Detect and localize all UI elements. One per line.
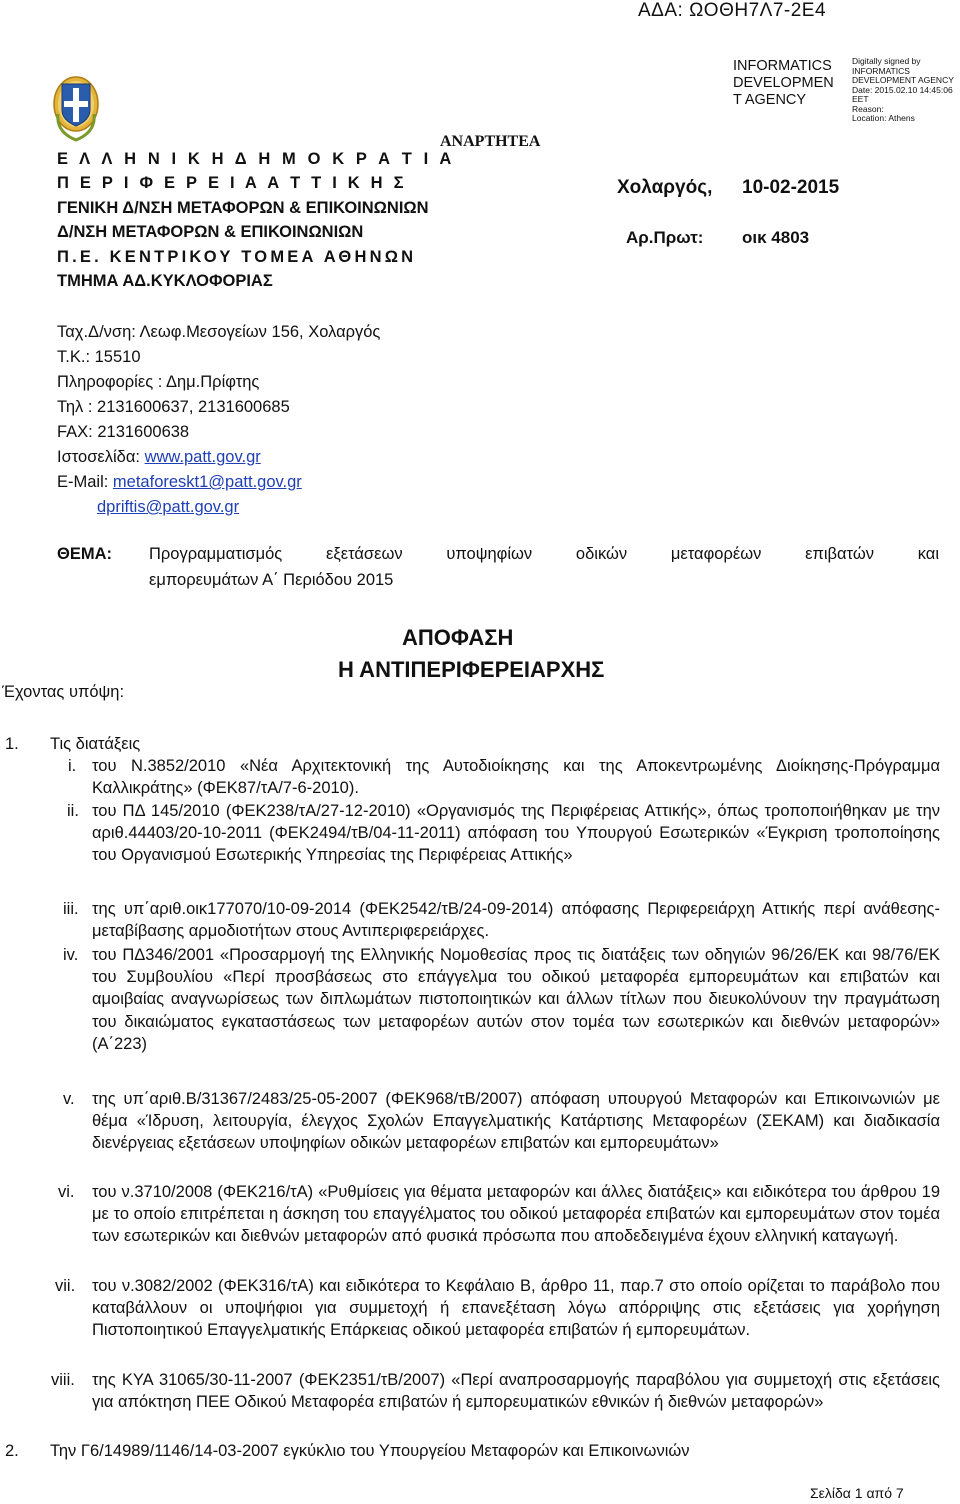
decision-subtitle: Η ΑΝΤΙΠΕΡΙΦΕΡΕΙΑΡΧΗΣ bbox=[338, 657, 605, 682]
signature-location: Location: Athens bbox=[852, 113, 915, 123]
subitem-text: της υπ΄αριθ.οικ177070/10-09-2014 (ΦΕΚ2542/τΒ/24-09-2014) απόφασης Περιφερειάρχη Αττικής περί ανάθεσης-μεταβίβασης αρμοδιοτήτων στους Αντιπεριφερειάρχες. bbox=[92, 900, 940, 941]
subject-label: ΘΕΜΑ: bbox=[57, 545, 112, 563]
subitem-number: vi. bbox=[58, 1183, 75, 1201]
signature-org: INFORMATICS DEVELOPMEN T AGENCY bbox=[733, 58, 834, 108]
contact-fax: FAX: 2131600638 bbox=[57, 423, 190, 441]
document-date: 10-02-2015 bbox=[742, 177, 840, 198]
subitem-text: του ΠΔ346/2001 «Προσαρμογή της Ελληνικής Νομοθεσίας προς τις διατάξεις των οδηγιών 96/26/ΕΚ και 98/76/ΕΚ του Συμβουλίου «Περί προσβάσεως στο επάγγελμα του οδικού μεταφορέα εμπορευμάτων και επιβατών και αμοιβαίας αναγνωρίσεως των διπλωμάτων πιστοποιητικών και άλλων τίτλων που διευκολύνουν την πραγμάτωση του δικαιώματος εγκαταστάσεως των μεταφορέων αυτών στον τομέα των εσωτερικών και διεθνών μεταφορών» (Α΄223) bbox=[92, 946, 940, 1053]
contact-web-row bbox=[57, 448, 261, 467]
contact-tk: Τ.Κ.: 15510 bbox=[57, 348, 141, 366]
website-link[interactable]: www.patt.gov.gr bbox=[144, 448, 261, 466]
ada-code: ΑΔΑ: ΩΟΘΗ7Λ7-2Ε4 bbox=[638, 0, 827, 21]
signature-details bbox=[852, 57, 960, 124]
page-number: Σελίδα 1 από 7 bbox=[810, 1485, 904, 1501]
protocol-label: Αρ.Πρωτ: bbox=[626, 228, 704, 247]
item-1-text: Τις διατάξεις bbox=[50, 735, 141, 753]
email-link-2[interactable]: dpriftis@patt.gov.gr bbox=[97, 498, 240, 516]
subitem-text: του ν.3082/2002 (ΦΕΚ316/τΑ) και ειδικότερα το Κεφάλαιο Β, άρθρο 11, παρ.7 στο οποίο ορίζεται το παράβολο που καταβάλλουν οι υποψήφιοι για συμμετοχή ή επανεξέταση λόγω απόρριψης στις εξετάσεις για χορήγηση Πιστοποιητικού Επαγγελματικής Επάρκειας οδικού μεταφορέα επιβατών ή εμπορευμάτων. bbox=[92, 1277, 940, 1340]
contact-email-row bbox=[57, 473, 302, 492]
subitem-text: της υπ΄αριθ.Β/31367/2483/25-05-2007 (ΦΕΚ968/τΒ/2007) απόφαση υπουργού Μεταφορών και Επικοινωνιών με θέμα «Ίδρυση, λειτουργία, έλεγχος Σχολών Επαγγελματικής Κατάρτισης Μεταφορέων (ΣΕΚΑΜ) και διαδικασία διενέργειας εξετάσεων υποψηφίων οδικών μεταφορέων επιβατών και εμπορευμάτων» bbox=[92, 1090, 940, 1153]
header-line-3: ΓΕΝΙΚΗ Δ/ΝΣΗ ΜΕΤΑΦΟΡΩΝ & ΕΠΙΚΟΙΝΩΝΙΩΝ bbox=[57, 199, 429, 217]
contact-tel: Τηλ : 2131600637, 2131600685 bbox=[57, 398, 290, 416]
subitem-number: viii. bbox=[51, 1371, 75, 1389]
contact-info: Πληροφορίες : Δημ.Πρίφτης bbox=[57, 373, 260, 391]
item-2-text: Την Γ6/14989/1146/14-03-2007 εγκύκλιο του Υπουργείου Μεταφορών και Επικοινωνιών bbox=[50, 1442, 690, 1460]
greek-emblem-icon bbox=[52, 74, 100, 146]
subitem-text: του ν.3710/2008 (ΦΕΚ216/τΑ) «Ρυθμίσεις για θέματα μεταφορών και άλλες διατάξεις» και ειδικότερα του άρθρου 19 με το οποίο επιτρέπεται η άσκηση του επαγγέλματος του οδικού μεταφορέα επιβατών και εμπορευμάτων στον τομέα των εσωτερικών και διεθνών μεταφορών από φυσικά πρόσωπα που αποδεδειγμένα έχουν ελληνική καταγωγή. bbox=[92, 1183, 940, 1246]
header-line-5: Π.Ε. ΚΕΝΤΡΙΚΟΥ ΤΟΜΕΑ ΑΘΗΝΩΝ bbox=[57, 248, 417, 266]
item-2-number: 2. bbox=[5, 1442, 19, 1460]
header-line-1: Ε Λ Λ Η Ν Ι Κ Η Δ Η Μ Ο Κ Ρ Α Τ Ι Α bbox=[57, 150, 455, 168]
email-link-1[interactable]: metaforeskt1@patt.gov.gr bbox=[112, 473, 302, 491]
subitem-text: της ΚΥΑ 31065/30-11-2007 (ΦΕΚ2351/τΒ/2007) «Περί αναπροσαρμογής παραβόλου για συμμετοχή στις εξετάσεις για απόκτηση ΠΕΕ Οδικού Μεταφορέα επιβατών ή εμπορευματικών εθνικών ή διεθνών μεταφορών» bbox=[92, 1371, 940, 1412]
place-city: Χολαργός, bbox=[617, 177, 713, 198]
anartitea-label: ΑΝΑΡΤΗΤΕΑ bbox=[440, 133, 541, 150]
subitem-text: του Ν.3852/2010 «Νέα Αρχιτεκτονική της Αυτοδιοίκησης και της Αποκεντρωμένης Διοίκησης-Πρόγραμμα Καλλικράτης» (ΦΕΚ87/τΑ/7-6-2010). bbox=[92, 757, 940, 798]
subitem-number: iv. bbox=[63, 946, 79, 964]
header-line-6: ΤΜΗΜΑ ΑΔ.ΚΥΚΛΟΦΟΡΙΑΣ bbox=[57, 272, 273, 290]
subject-line-2: εμπορευμάτων Α΄ Περιόδου 2015 bbox=[149, 571, 394, 589]
subitem-number: vii. bbox=[55, 1277, 76, 1295]
subitem-number: iii. bbox=[63, 900, 79, 918]
subitem-number: ii. bbox=[67, 802, 79, 820]
signature-signed-by: Digitally signed by bbox=[852, 56, 921, 66]
subitem-text: του ΠΔ 145/2010 (ΦΕΚ238/τΑ/27-12-2010) «Οργανισμός της Περιφέρειας Αττικής», όπως τροποποιήθηκαν με την αριθ.44403/20-10-2011 (ΦΕΚ2494/τΒ/04-11-2011) απόφαση του Υπουργού Εσωτερικών «Έγκριση τροποποίησης του Οργανισμού Εσωτερικής Υπηρεσίας της Περιφέρειας Αττικής» bbox=[92, 802, 940, 865]
item-1-number: 1. bbox=[5, 735, 19, 753]
considering-label: Έχοντας υπόψη: bbox=[2, 683, 125, 701]
contact-address: Ταχ.Δ/νση: Λεωφ.Μεσογείων 156, Χολαργός bbox=[57, 323, 381, 341]
header-line-2: Π Ε Ρ Ι Φ Ε Ρ Ε Ι Α Α Τ Τ Ι Κ Η Σ bbox=[57, 174, 407, 192]
subitem-number: i. bbox=[68, 757, 77, 775]
signature-reason: Reason: bbox=[852, 103, 884, 114]
signature-signer: INFORMATICS DEVELOPMENT AGENCY bbox=[852, 65, 954, 85]
contact-web-label: Ιστοσελίδα: bbox=[57, 448, 145, 466]
subitem-number: v. bbox=[63, 1090, 75, 1108]
subject-line-1: Προγραμματισμός εξετάσεων υποψηφίων οδικών μεταφορέων επιβατών και bbox=[149, 545, 939, 563]
signature-date: Date: 2015.02.10 14:45:06 bbox=[852, 84, 953, 95]
protocol-number: οικ 4803 bbox=[742, 228, 810, 247]
signature-tz: EET bbox=[852, 94, 869, 104]
decision-title: ΑΠΟΦΑΣΗ bbox=[402, 625, 514, 650]
contact-email-label: E-Mail: bbox=[57, 473, 113, 491]
contact-email-row-2 bbox=[97, 498, 239, 517]
header-line-4: Δ/ΝΣΗ ΜΕΤΑΦΟΡΩΝ & ΕΠΙΚΟΙΝΩΝΙΩΝ bbox=[57, 223, 364, 241]
